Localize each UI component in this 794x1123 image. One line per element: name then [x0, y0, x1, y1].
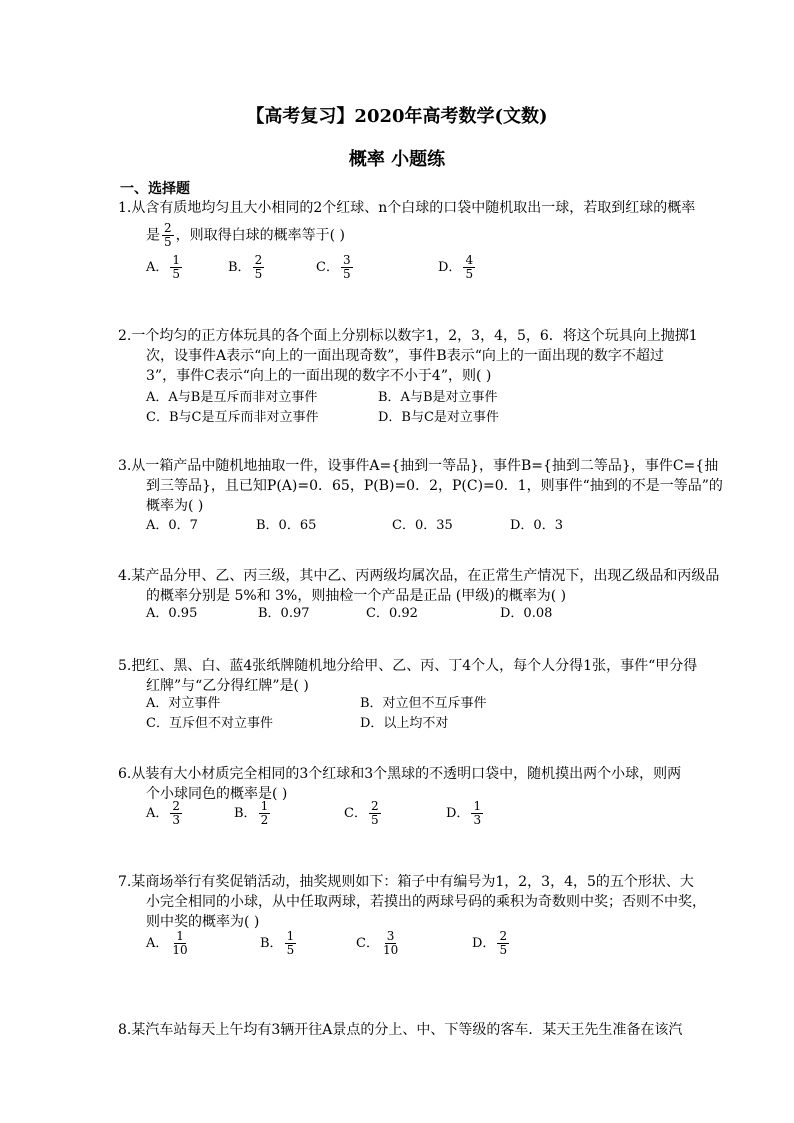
option-c: C．0．35	[392, 518, 453, 533]
option-label: C．	[316, 260, 339, 275]
option-d: D．B与C是对立事件	[378, 410, 499, 425]
option-b	[260, 930, 298, 957]
option-b: B．0.97	[258, 606, 310, 621]
page-subtitle: 概率 小题练	[348, 149, 446, 170]
option-label: C．	[356, 936, 379, 951]
option-fraction	[253, 254, 265, 281]
section-heading: 一、选择题	[120, 181, 190, 197]
fraction-denominator: 5	[370, 813, 379, 827]
fraction-numerator: 1	[176, 929, 184, 943]
option-label: A．	[146, 806, 169, 821]
option-label: D．	[446, 806, 470, 821]
option-c	[316, 254, 355, 281]
question-4-line-2: 的概率分别是 5%和 3%，则抽检一个产品是正品 (甲级)的概率为( )	[146, 588, 567, 604]
question-4-line-1: 4.某产品分甲、乙、丙三级，其中乙、丙两级均属次品，在正常生产情况下，出现乙级品和丙级品	[118, 568, 720, 584]
page-title: 【高考复习】2020年高考数学(文数)	[246, 106, 548, 127]
question-3-line-1: 3.从一箱产品中随机地抽取一件，设事件A={抽到一等品}，事件B={抽到二等品}，事件C={抽	[118, 458, 719, 474]
option-label: C．	[344, 806, 367, 821]
question-8	[118, 1020, 708, 1040]
fraction-denominator: 5	[286, 943, 295, 957]
option-fraction	[369, 800, 381, 827]
option-b: B．A与B是对立事件	[378, 390, 498, 405]
option-fraction	[463, 254, 475, 281]
fraction-numerator: 3	[386, 929, 395, 943]
question-6-line-1: 6.从装有大小材质完全相同的3个红球和3个黑球的不透明口袋中，随机摸出两个小球，则两	[118, 766, 682, 782]
option-b: B．0．65	[256, 518, 317, 533]
option-b	[228, 254, 266, 281]
option-label: B．	[228, 260, 251, 275]
option-c	[356, 930, 402, 957]
fraction-denominator: 5	[164, 235, 172, 249]
fraction-denominator: 5	[499, 943, 508, 957]
option-fraction	[285, 930, 297, 957]
option-d: D．以上均不对	[360, 716, 449, 731]
question-6-line-2: 个小球同色的概率是( )	[146, 786, 288, 802]
option-c	[344, 800, 383, 827]
question-1-text-a: 是	[146, 227, 160, 244]
fraction-numerator: 2	[370, 799, 379, 813]
fraction-numerator: 4	[465, 253, 474, 267]
option-a: A．对立事件	[146, 696, 221, 711]
option-fraction	[471, 800, 483, 827]
question-7-line-2: 小完全相同的小球，从中任取两球，若摸出的两球号码的乘积为奇数则中奖；否则不中奖，	[146, 894, 706, 910]
question-1	[118, 198, 708, 249]
question-2-line-1: 2.一个均匀的正方体玩具的各个面上分别标以数字1，2，3，4，5，6．将这个玩具向上抛掷1	[118, 328, 698, 344]
question-5-line-1: 5.把红、黑、白、蓝4张纸牌随机地分给甲、乙、丙、丁4个人，每个人分得1张，事件“甲分得	[118, 658, 698, 674]
fraction-numerator: 1	[172, 253, 181, 267]
question-2-line-3: 3”，事件C表示“向上的一面出现的数字不小于4”，则( )	[146, 368, 492, 384]
fraction-denominator: 3	[172, 813, 181, 827]
fraction-numerator: 2	[172, 799, 181, 813]
question-7	[118, 872, 708, 932]
fraction-denominator: 3	[473, 813, 482, 827]
question-7-line-3: 则中奖的概率为( )	[146, 914, 260, 930]
question-1-line-1: 1.从含有质地均匀且大小相同的2个红球、n个白球的口袋中随机取出一球，若取到红球的概率	[118, 200, 696, 216]
option-c: C．互斥但不对立事件	[146, 716, 273, 731]
question-7-line-1: 7.某商场举行有奖促销活动，抽奖规则如下：箱子中有编号为1，2，3，4，5的五个形状、大	[118, 874, 694, 890]
question-3-line-3: 概率为( )	[146, 498, 204, 514]
fraction-denominator: 10	[172, 943, 188, 957]
option-label: B．	[234, 806, 257, 821]
option-d	[446, 800, 485, 827]
question-1-line-2	[118, 222, 708, 249]
option-label: A．	[146, 936, 169, 951]
option-label: B．	[260, 936, 283, 951]
option-fraction	[170, 930, 189, 957]
fraction-denominator: 5	[342, 267, 351, 281]
option-b: B．对立但不互斥事件	[360, 696, 487, 711]
option-a: A．0．7	[146, 518, 198, 533]
option-b	[234, 800, 272, 827]
option-d: D．0.08	[500, 606, 553, 621]
option-c: C．0.92	[366, 606, 418, 621]
option-label: D．	[472, 936, 496, 951]
fraction-numerator: 3	[342, 253, 351, 267]
fraction-denominator: 5	[465, 267, 474, 281]
option-d	[438, 254, 477, 281]
option-label: A．	[146, 260, 169, 275]
option-fraction	[170, 800, 182, 827]
question-5	[118, 656, 708, 696]
fraction-numerator: 1	[286, 929, 295, 943]
question-4	[118, 566, 720, 606]
option-fraction	[170, 254, 182, 281]
fraction-numerator: 1	[260, 799, 269, 813]
question-1-fraction	[162, 222, 174, 249]
option-fraction	[259, 800, 271, 827]
question-3	[118, 456, 723, 516]
option-c: C．B与C是互斥而非对立事件	[146, 410, 319, 425]
option-label: D．	[438, 260, 462, 275]
fraction-numerator: 2	[164, 221, 172, 235]
question-6	[118, 764, 708, 804]
fraction-denominator: 5	[254, 267, 263, 281]
question-1-text-b: ，则取得白球的概率等于( )	[175, 227, 346, 244]
option-fraction	[341, 254, 353, 281]
fraction-numerator: 1	[473, 799, 482, 813]
question-8-line-1: 8.某汽车站每天上午均有3辆开往A景点的分上、中、下等级的客车．某天王先生准备在该汽	[118, 1022, 683, 1038]
fraction-denominator: 5	[172, 267, 181, 281]
fraction-denominator: 10	[382, 943, 399, 957]
fraction-denominator: 2	[260, 813, 269, 827]
option-a	[146, 254, 184, 281]
question-2	[118, 326, 708, 386]
fraction-numerator: 2	[499, 929, 508, 943]
option-fraction	[497, 930, 509, 957]
option-d	[472, 930, 511, 957]
option-a: A．A与B是互斥而非对立事件	[146, 390, 318, 405]
option-a	[146, 930, 192, 957]
option-d: D．0．3	[510, 518, 563, 533]
question-3-line-2: 到三等品}，且已知P(A)=0．65，P(B)=0．2，P(C)=0．1，则事件“抽到的不是一等品”的	[146, 478, 723, 494]
fraction-numerator: 2	[254, 253, 263, 267]
option-a	[146, 800, 184, 827]
option-fraction	[381, 930, 400, 957]
question-5-line-2: 红牌”与“乙分得红牌”是( )	[146, 678, 309, 694]
question-2-line-2: 次，设事件A表示“向上的一面出现奇数”，事件B表示“向上的一面出现的数字不超过	[146, 348, 664, 364]
option-a: A．0.95	[146, 606, 198, 621]
